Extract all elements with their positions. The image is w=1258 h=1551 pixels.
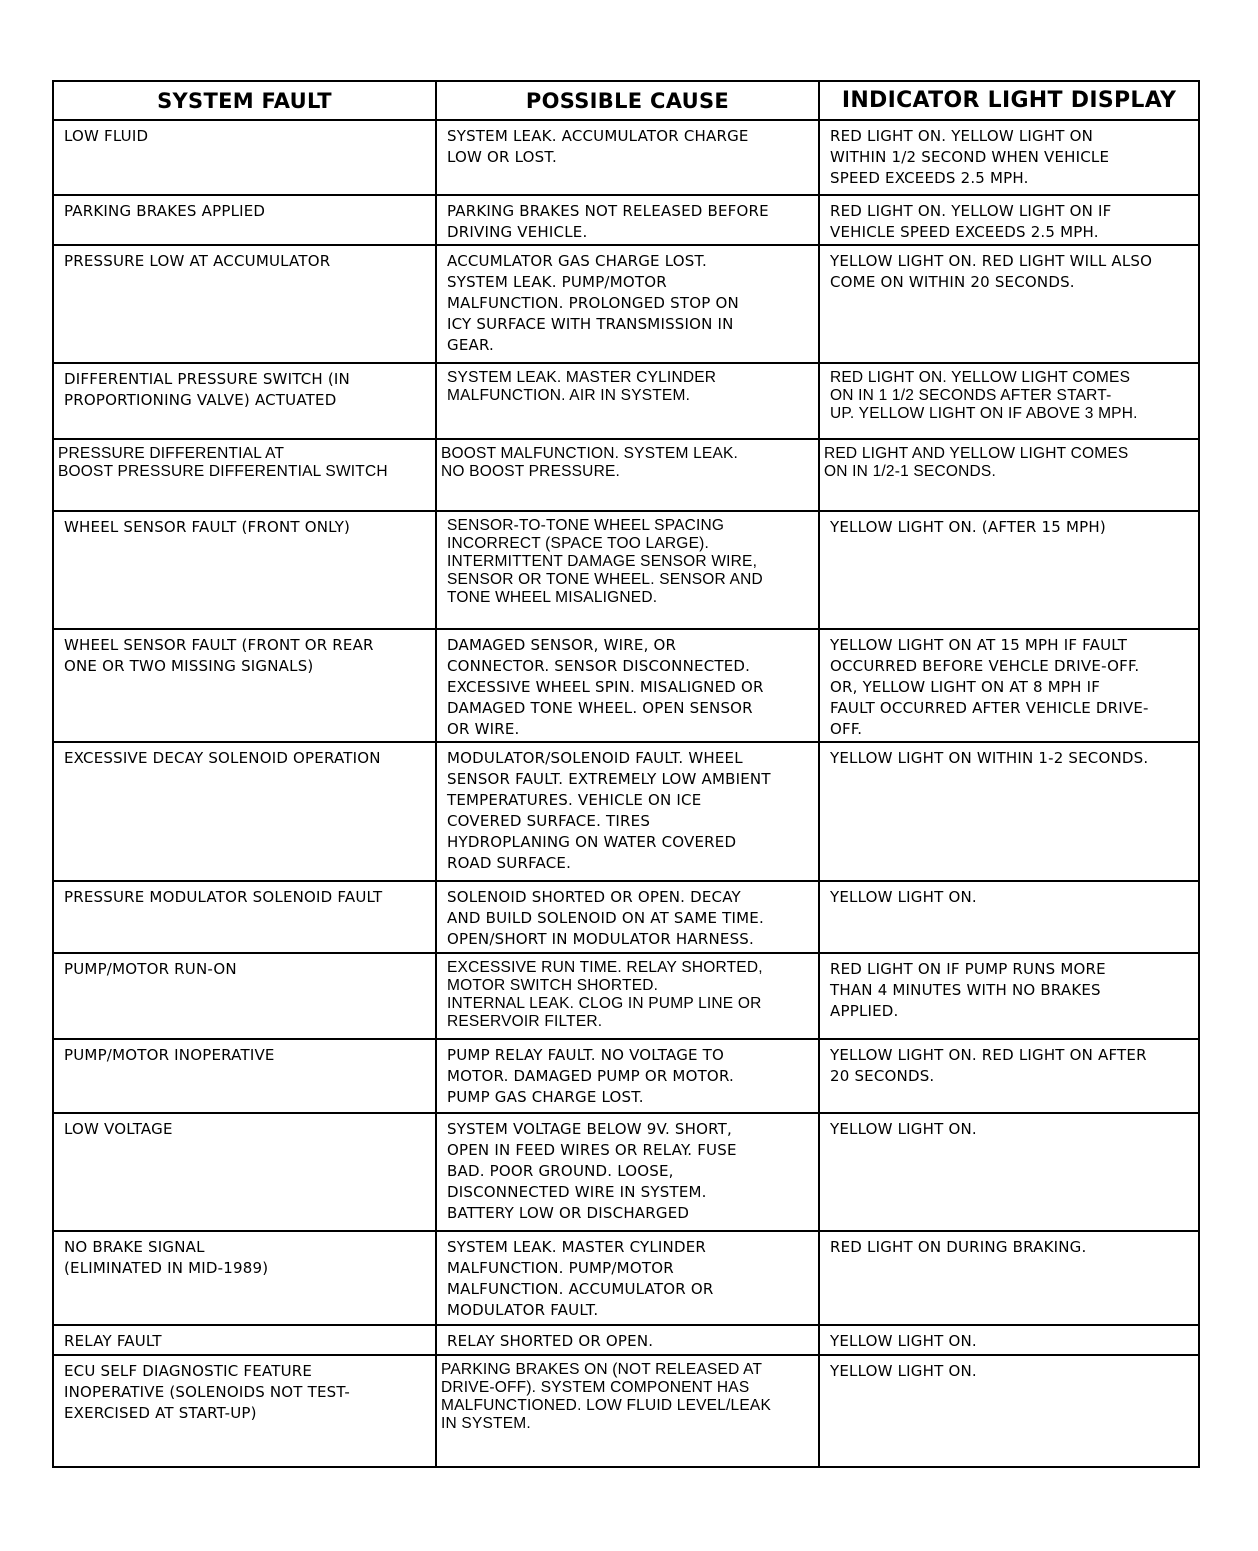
cell-text-line: ICY SURFACE WITH TRANSMISSION IN <box>447 315 734 333</box>
system-fault-cell <box>54 512 437 628</box>
cell-text-line: WHEEL SENSOR FAULT (FRONT OR REAR <box>64 636 374 654</box>
possible-cause-cell <box>437 512 820 628</box>
cell-text-line: RED LIGHT AND YELLOW LIGHT COMES <box>824 445 1129 462</box>
possible-cause-cell <box>437 440 820 510</box>
indicator-light-cell <box>820 196 1198 244</box>
cell-text-line: IN SYSTEM. <box>441 1415 531 1432</box>
cell-text-line: OR, YELLOW LIGHT ON AT 8 MPH IF <box>830 678 1101 696</box>
cell-text-line: SYSTEM LEAK. PUMP/MOTOR <box>447 273 667 291</box>
cell-text-line: ACCUMLATOR GAS CHARGE LOST. <box>447 252 708 270</box>
cell-text-line: INOPERATIVE (SOLENOIDS NOT TEST- <box>64 1383 351 1401</box>
system-fault-cell <box>54 1040 437 1112</box>
header-system-fault: SYSTEM FAULT <box>54 82 437 119</box>
system-fault-cell <box>54 364 437 438</box>
cell-text-line: RED LIGHT ON IF PUMP RUNS MORE <box>830 960 1106 978</box>
fault-table <box>52 80 1200 1468</box>
cell-text-line: DAMAGED TONE WHEEL. OPEN SENSOR <box>447 699 753 717</box>
possible-cause-cell <box>437 1040 820 1112</box>
cell-text-line: MALFUNCTION. PUMP/MOTOR <box>447 1259 674 1277</box>
system-fault-cell <box>54 743 437 880</box>
cell-text-line: EXCESSIVE RUN TIME. RELAY SHORTED, <box>447 959 763 976</box>
cell-text-line: INCORRECT (SPACE TOO LARGE). <box>447 535 709 552</box>
cell-text-line: HYDROPLANING ON WATER COVERED <box>447 833 737 851</box>
cell-text-line: OR WIRE. <box>447 720 520 738</box>
cell-text-line: VEHICLE SPEED EXCEEDS 2.5 MPH. <box>830 223 1099 241</box>
cell-text-line: THAN 4 MINUTES WITH NO BRAKES <box>830 981 1101 999</box>
cell-text-line: SENSOR-TO-TONE WHEEL SPACING <box>447 517 725 534</box>
system-fault-cell <box>54 121 437 194</box>
cell-text-line: COME ON WITHIN 20 SECONDS. <box>830 273 1075 291</box>
indicator-light-cell <box>820 1114 1198 1230</box>
cell-text-line: MOTOR. DAMAGED PUMP OR MOTOR. <box>447 1067 734 1085</box>
cell-text-line: FAULT OCCURRED AFTER VEHICLE DRIVE- <box>830 699 1149 717</box>
cell-text-line: PUMP RELAY FAULT. NO VOLTAGE TO <box>447 1046 725 1064</box>
table-row <box>54 952 1198 1038</box>
table-row <box>54 628 1198 741</box>
indicator-light-cell <box>820 882 1198 952</box>
cell-text-line: DAMAGED SENSOR, WIRE, OR <box>447 636 677 654</box>
cell-text-line: BAD. POOR GROUND. LOOSE, <box>447 1162 674 1180</box>
system-fault-cell <box>54 1114 437 1230</box>
cell-text-line: EXCESSIVE WHEEL SPIN. MISALIGNED OR <box>447 678 764 696</box>
cell-text-line: MALFUNCTION. ACCUMULATOR OR <box>447 1280 714 1298</box>
possible-cause-cell <box>437 196 820 244</box>
cell-text-line: SOLENOID SHORTED OR OPEN. DECAY <box>447 888 741 906</box>
cell-text-line: YELLOW LIGHT ON. (AFTER 15 MPH) <box>830 518 1106 536</box>
cell-text-line: BOOST MALFUNCTION. SYSTEM LEAK. <box>441 445 739 462</box>
cell-text-line: INTERMITTENT DAMAGE SENSOR WIRE, <box>447 553 758 570</box>
table-row <box>54 741 1198 880</box>
cell-text-line: RED LIGHT ON. YELLOW LIGHT ON <box>830 127 1094 145</box>
cell-text-line: SYSTEM LEAK. MASTER CYLINDER <box>447 369 717 386</box>
cell-text-line: WHEEL SENSOR FAULT (FRONT ONLY) <box>64 518 351 536</box>
cell-text-line: DRIVING VEHICLE. <box>447 223 588 241</box>
possible-cause-cell <box>437 364 820 438</box>
cell-text-line: PUMP GAS CHARGE LOST. <box>447 1088 644 1106</box>
cell-text-line: INTERNAL LEAK. CLOG IN PUMP LINE OR <box>447 995 762 1012</box>
cell-text-line: OPEN/SHORT IN MODULATOR HARNESS. <box>447 930 754 948</box>
system-fault-cell <box>54 440 437 510</box>
cell-text-line: PRESSURE DIFFERENTIAL AT <box>58 445 285 462</box>
cell-text-line: PARKING BRAKES APPLIED <box>64 202 266 220</box>
cell-text-line: LOW VOLTAGE <box>64 1120 173 1138</box>
cell-text-line: EXCESSIVE DECAY SOLENOID OPERATION <box>64 749 381 767</box>
header-possible-cause: POSSIBLE CAUSE <box>437 82 820 119</box>
indicator-light-cell <box>820 1040 1198 1112</box>
cell-text-line: PRESSURE LOW AT ACCUMULATOR <box>64 252 331 270</box>
system-fault-cell <box>54 196 437 244</box>
table-row <box>54 880 1198 952</box>
system-fault-cell <box>54 1356 437 1466</box>
possible-cause-cell <box>437 1114 820 1230</box>
cell-text-line: OPEN IN FEED WIRES OR RELAY. FUSE <box>447 1141 737 1159</box>
possible-cause-cell <box>437 246 820 362</box>
system-fault-cell <box>54 954 437 1038</box>
indicator-light-cell <box>820 743 1198 880</box>
table-row <box>54 244 1198 362</box>
possible-cause-cell <box>437 954 820 1038</box>
cell-text-line: MALFUNCTIONED. LOW FLUID LEVEL/LEAK <box>441 1397 771 1414</box>
cell-text-line: PARKING BRAKES ON (NOT RELEASED AT <box>441 1361 763 1378</box>
cell-text-line: PUMP/MOTOR RUN-ON <box>64 960 237 978</box>
cell-text-line: NO BOOST PRESSURE. <box>441 463 621 480</box>
cell-text-line: OFF. <box>830 720 863 738</box>
cell-text-line: WITHIN 1/2 SECOND WHEN VEHICLE <box>830 148 1110 166</box>
system-fault-cell <box>54 630 437 741</box>
indicator-light-cell <box>820 630 1198 741</box>
cell-text-line: SYSTEM VOLTAGE BELOW 9V. SHORT, <box>447 1120 732 1138</box>
possible-cause-cell <box>437 882 820 952</box>
header-indicator-light-display: INDICATOR LIGHT DISPLAY <box>841 88 1177 113</box>
cell-text-line: YELLOW LIGHT ON. RED LIGHT WILL ALSO <box>830 252 1153 270</box>
cell-text-line: PUMP/MOTOR INOPERATIVE <box>64 1046 275 1064</box>
possible-cause-cell <box>437 121 820 194</box>
table-row <box>54 510 1198 628</box>
cell-text-line: YELLOW LIGHT ON. <box>830 1332 977 1350</box>
table-row <box>54 1354 1198 1466</box>
cell-text-line: NO BRAKE SIGNAL <box>64 1238 205 1256</box>
table-row <box>54 1324 1198 1354</box>
cell-text-line: RESERVOIR FILTER. <box>447 1013 603 1030</box>
indicator-light-cell <box>820 246 1198 362</box>
system-fault-cell <box>54 1326 437 1354</box>
indicator-light-cell <box>820 440 1198 510</box>
indicator-light-cell <box>820 1356 1198 1466</box>
cell-text-line: (ELIMINATED IN MID-1989) <box>64 1259 269 1277</box>
cell-text-line: UP. YELLOW LIGHT ON IF ABOVE 3 MPH. <box>830 405 1138 422</box>
cell-text-line: RED LIGHT ON DURING BRAKING. <box>830 1238 1087 1256</box>
cell-text-line: DISCONNECTED WIRE IN SYSTEM. <box>447 1183 707 1201</box>
indicator-light-cell <box>820 954 1198 1038</box>
possible-cause-cell <box>437 1326 820 1354</box>
indicator-light-cell <box>820 1326 1198 1354</box>
cell-text-line: YELLOW LIGHT ON. <box>830 888 977 906</box>
cell-text-line: EXERCISED AT START-UP) <box>64 1404 257 1422</box>
cell-text-line: SYSTEM LEAK. ACCUMULATOR CHARGE <box>447 127 749 145</box>
indicator-light-cell <box>820 512 1198 628</box>
cell-text-line: RELAY FAULT <box>64 1332 162 1350</box>
cell-text-line: OCCURRED BEFORE VEHCLE DRIVE-OFF. <box>830 657 1140 675</box>
cell-text-line: BATTERY LOW OR DISCHARGED <box>447 1204 690 1222</box>
possible-cause-cell <box>437 1356 820 1466</box>
cell-text-line: ON IN 1 1/2 SECONDS AFTER START- <box>830 387 1112 404</box>
table-header-row <box>54 82 1198 119</box>
cell-text-line: LOW FLUID <box>64 127 149 145</box>
cell-text-line: PRESSURE MODULATOR SOLENOID FAULT <box>64 888 383 906</box>
cell-text-line: SYSTEM LEAK. MASTER CYLINDER <box>447 1238 707 1256</box>
cell-text-line: YELLOW LIGHT ON AT 15 MPH IF FAULT <box>830 636 1128 654</box>
cell-text-line: SPEED EXCEEDS 2.5 MPH. <box>830 169 1029 187</box>
cell-text-line: YELLOW LIGHT ON. <box>830 1120 977 1138</box>
cell-text-line: TONE WHEEL MISALIGNED. <box>447 589 658 606</box>
cell-text-line: RED LIGHT ON. YELLOW LIGHT COMES <box>830 369 1131 386</box>
cell-text-line: SENSOR OR TONE WHEEL. SENSOR AND <box>447 571 763 588</box>
cell-text-line: DIFFERENTIAL PRESSURE SWITCH (IN <box>64 370 350 388</box>
table-row <box>54 438 1198 510</box>
cell-text-line: DRIVE-OFF). SYSTEM COMPONENT HAS <box>441 1379 750 1396</box>
cell-text-line: CONNECTOR. SENSOR DISCONNECTED. <box>447 657 751 675</box>
cell-text-line: ECU SELF DIAGNOSTIC FEATURE <box>64 1362 313 1380</box>
cell-text-line: TEMPERATURES. VEHICLE ON ICE <box>447 791 702 809</box>
table-row <box>54 362 1198 438</box>
cell-text-line: YELLOW LIGHT ON. <box>830 1362 977 1380</box>
table-body <box>54 119 1198 1466</box>
table-row <box>54 1038 1198 1112</box>
cell-text-line: MALFUNCTION. PROLONGED STOP ON <box>447 294 739 312</box>
indicator-light-cell <box>820 121 1198 194</box>
cell-text-line: BOOST PRESSURE DIFFERENTIAL SWITCH <box>58 463 388 480</box>
possible-cause-cell <box>437 743 820 880</box>
cell-text-line: COVERED SURFACE. TIRES <box>447 812 651 830</box>
system-fault-cell <box>54 882 437 952</box>
table-row <box>54 1112 1198 1230</box>
table-row <box>54 1230 1198 1324</box>
cell-text-line: YELLOW LIGHT ON WITHIN 1-2 SECONDS. <box>830 749 1149 767</box>
cell-text-line: LOW OR LOST. <box>447 148 557 166</box>
system-fault-cell <box>54 1232 437 1324</box>
cell-text-line: YELLOW LIGHT ON. RED LIGHT ON AFTER <box>830 1046 1147 1064</box>
cell-text-line: MODULATOR FAULT. <box>447 1301 599 1319</box>
cell-text-line: GEAR. <box>447 336 495 354</box>
cell-text-line: RELAY SHORTED OR OPEN. <box>447 1332 654 1350</box>
cell-text-line: SENSOR FAULT. EXTREMELY LOW AMBIENT <box>447 770 771 788</box>
table-row <box>54 119 1198 194</box>
system-fault-cell <box>54 246 437 362</box>
cell-text-line: PROPORTIONING VALVE) ACTUATED <box>64 391 337 409</box>
possible-cause-cell <box>437 630 820 741</box>
cell-text-line: ROAD SURFACE. <box>447 854 572 872</box>
cell-text-line: PARKING BRAKES NOT RELEASED BEFORE <box>447 202 769 220</box>
indicator-light-cell <box>820 364 1198 438</box>
table-row <box>54 194 1198 244</box>
cell-text-line: AND BUILD SOLENOID ON AT SAME TIME. <box>447 909 764 927</box>
cell-text-line: MALFUNCTION. AIR IN SYSTEM. <box>447 387 691 404</box>
cell-text-line: ON IN 1/2-1 SECONDS. <box>824 463 996 480</box>
cell-text-line: ONE OR TWO MISSING SIGNALS) <box>64 657 314 675</box>
cell-text-line: RED LIGHT ON. YELLOW LIGHT ON IF <box>830 202 1112 220</box>
indicator-light-cell <box>820 1232 1198 1324</box>
cell-text-line: APPLIED. <box>830 1002 899 1020</box>
cell-text-line: 20 SECONDS. <box>830 1067 935 1085</box>
possible-cause-cell <box>437 1232 820 1324</box>
cell-text-line: MODULATOR/SOLENOID FAULT. WHEEL <box>447 749 743 767</box>
cell-text-line: MOTOR SWITCH SHORTED. <box>447 977 659 994</box>
